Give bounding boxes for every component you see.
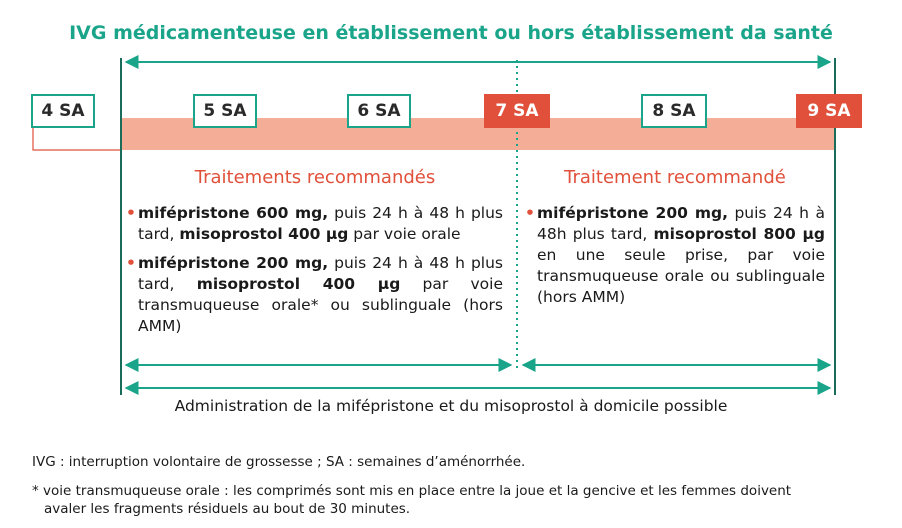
week-9-sa: 9 SA — [796, 94, 862, 128]
bullet-dot-icon: • — [525, 204, 535, 222]
bullet-dot-icon: • — [126, 254, 136, 272]
right-section-title: Traitement recommandé — [564, 167, 786, 188]
week-5-sa: 5 SA — [193, 94, 257, 128]
left-treatment-list — [126, 203, 503, 345]
left-section-title: Traitements recommandés — [194, 167, 436, 188]
bullet-dot-icon: • — [126, 204, 136, 222]
home-administration-label: Administration de la mifépristone et du misoprostol à domicile possible — [174, 397, 728, 415]
treatment-item: • mifépristone 200 mg, puis 24 h à 48h plus tard, misoprostol 800 µg en une seule prise, par voie transmuqueuse orale ou sublinguale (hors AMM) — [525, 204, 825, 306]
week-7-sa: 7 SA — [484, 94, 550, 128]
asterisk-footnote-line2: avaler les fragments résiduels au bout de 30 minutes. — [44, 501, 411, 517]
week-6-sa: 6 SA — [347, 94, 411, 128]
treatment-item: • mifépristone 200 mg, puis 24 h à 48 h plus tard, misoprostol 400 µg par voie transmuqueuse orale* ou sublinguale (hors AMM) — [126, 254, 503, 335]
week-4-sa: 4 SA — [31, 94, 95, 128]
treatment-item: • mifépristone 600 mg, puis 24 h à 48 h plus tard, misoprostol 400 µg par voie orale — [126, 204, 503, 243]
week-8-sa: 8 SA — [641, 94, 707, 128]
right-treatment-list — [525, 203, 825, 316]
asterisk-footnote-line1: * voie transmuqueuse orale : les comprimés sont mis en place entre la joue et la gencive et les femmes doivent — [32, 483, 792, 499]
abbreviation-footnote: IVG : interruption volontaire de grossesse ; SA : semaines d’aménorrhée. — [32, 454, 526, 470]
four-sa-connector — [33, 126, 121, 150]
diagram-title: IVG médicamenteuse en établissement ou hors établissement da santé — [69, 22, 833, 44]
